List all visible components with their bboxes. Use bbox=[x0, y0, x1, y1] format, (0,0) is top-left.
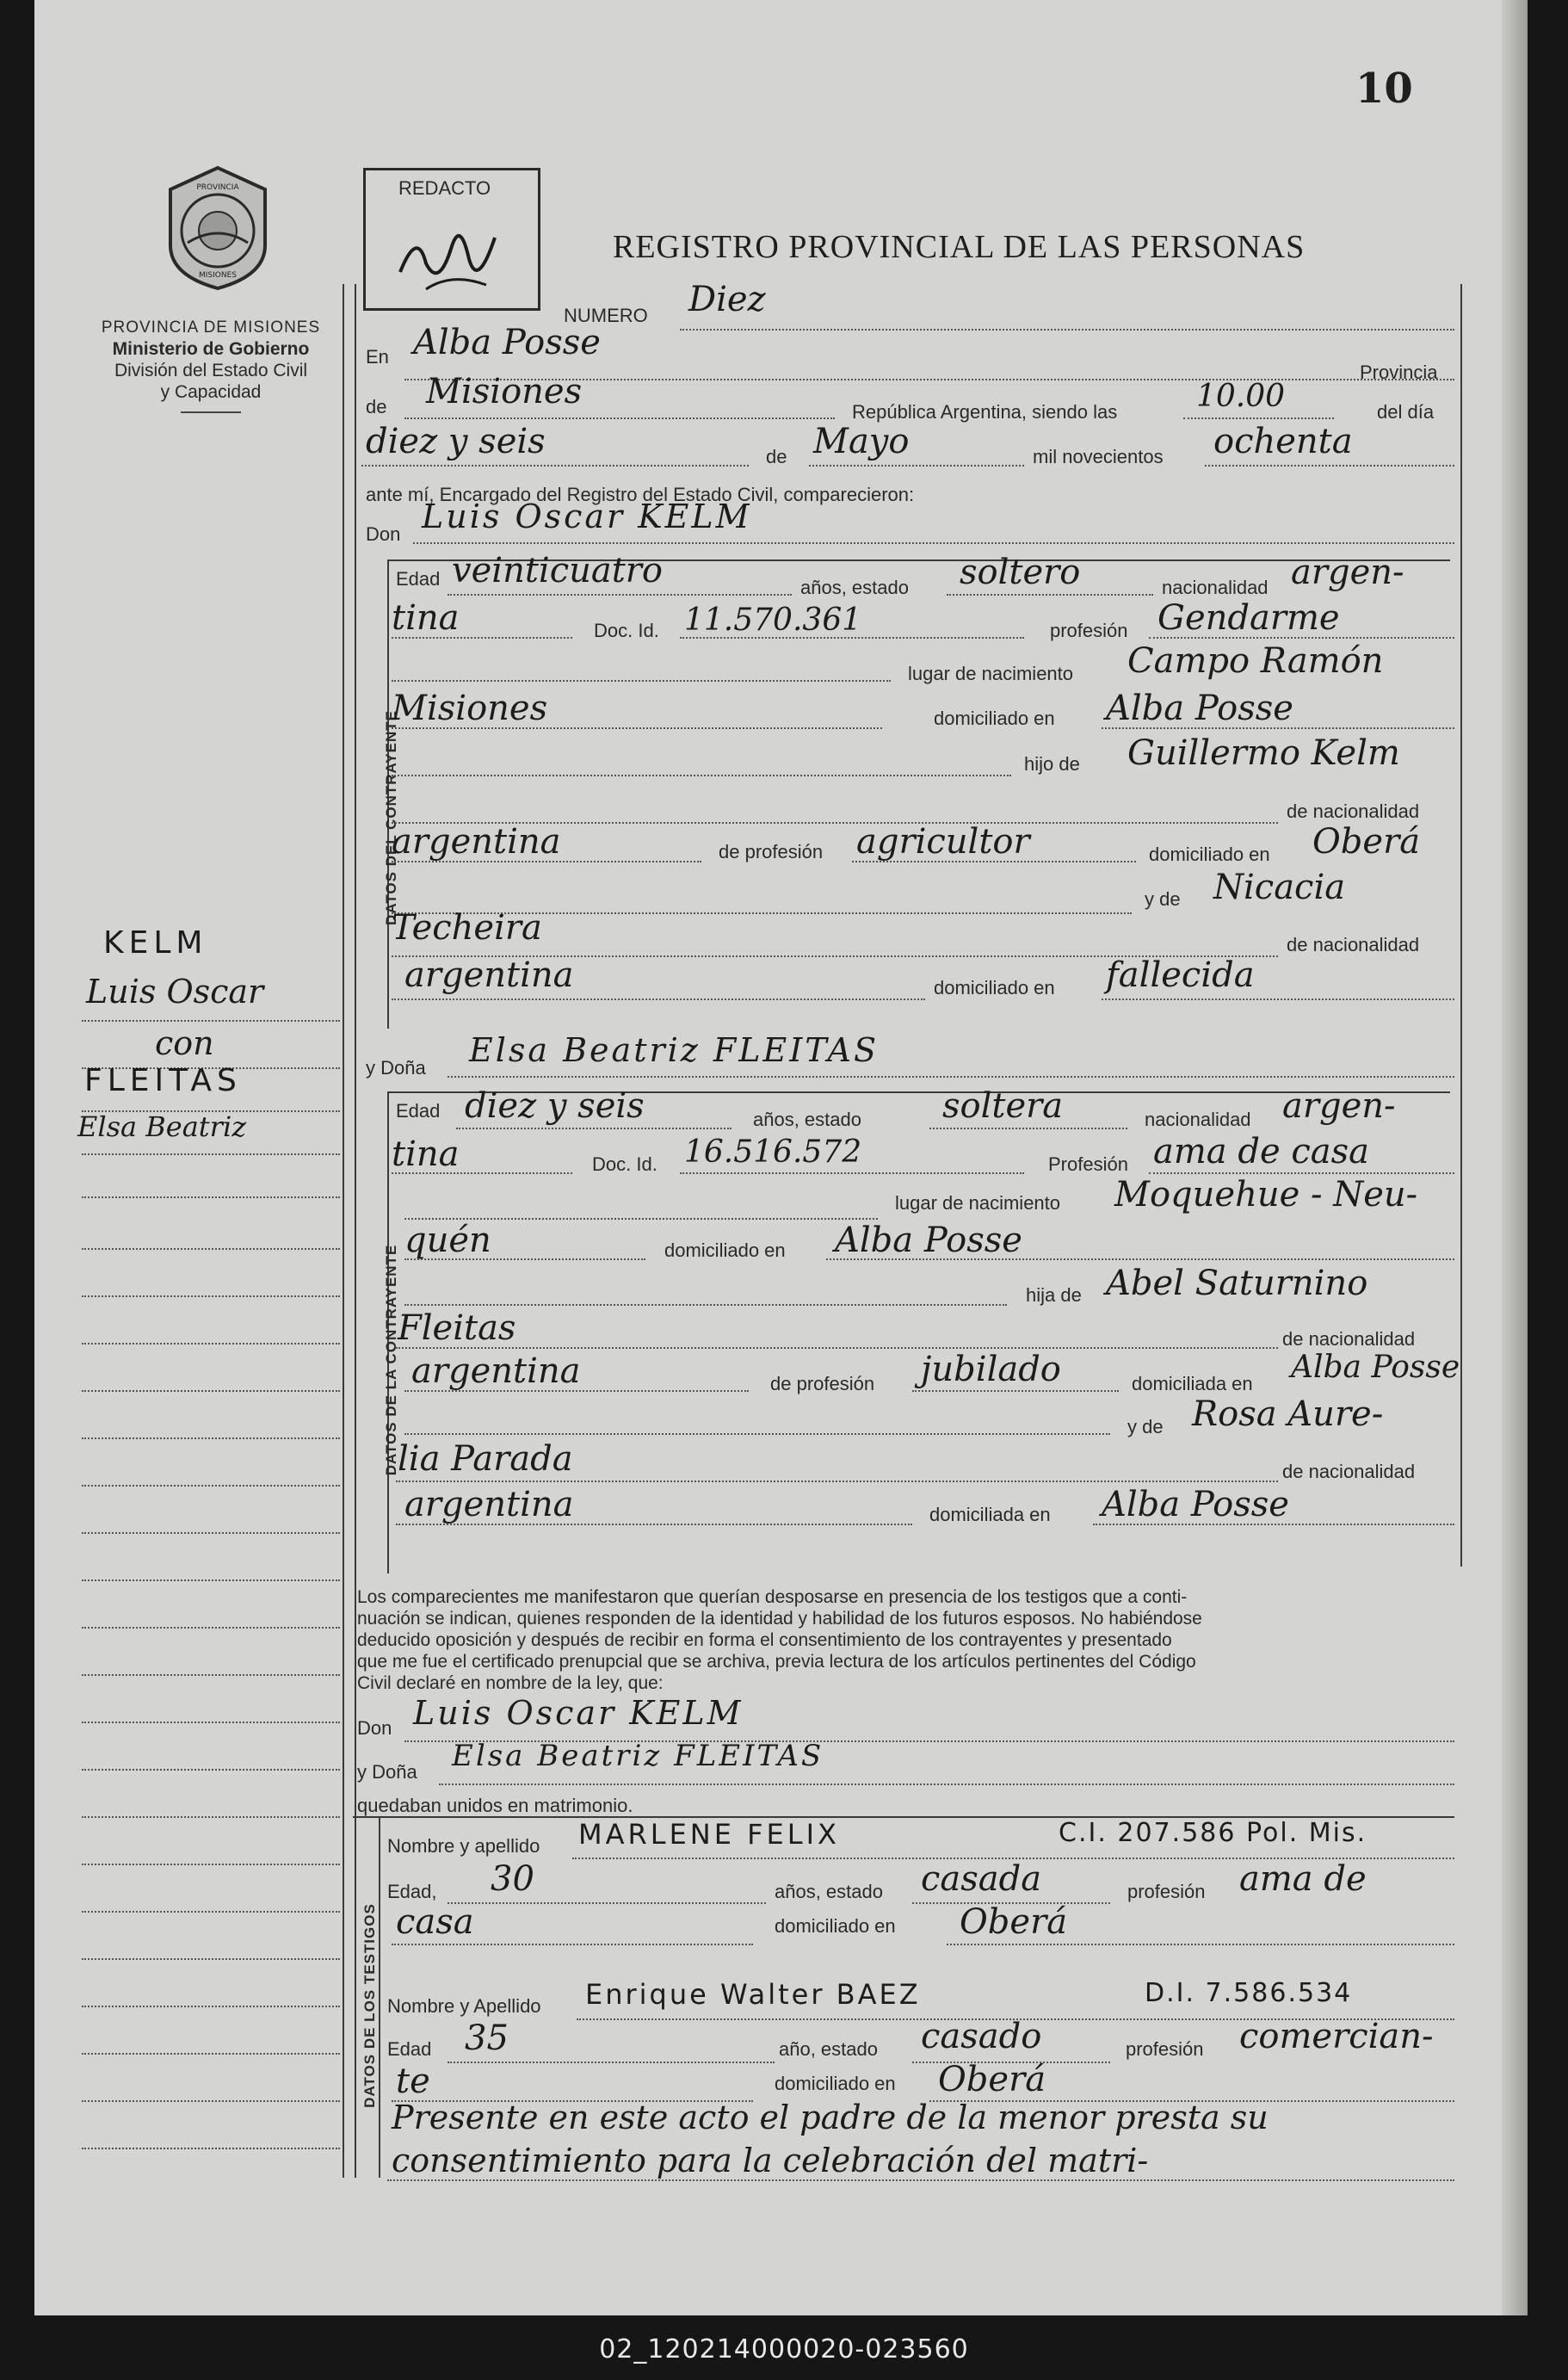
bride-nac-value-b: tina bbox=[392, 1134, 460, 1174]
bride-padre-dom-value: Alba Posse bbox=[1291, 1350, 1460, 1385]
dona2-value: Elsa Beatriz FLEITAS bbox=[452, 1739, 824, 1773]
groom-estado-label: años, estado bbox=[800, 577, 909, 598]
province-label: PROVINCIA DE MISIONES bbox=[101, 318, 321, 337]
witness-section-label: DATOS DE LOS TESTIGOS bbox=[361, 1903, 378, 2108]
groom-nac-value-a: argen- bbox=[1291, 553, 1404, 592]
bride-padre-prof-value: jubilado bbox=[921, 1350, 1061, 1389]
groom-nac-value-b: tina bbox=[392, 598, 460, 638]
witness1-profesion-value-b: casa bbox=[396, 1902, 474, 1942]
bride-madre-value-a: Rosa Aure- bbox=[1192, 1394, 1384, 1434]
margin-surname-groom: KELM bbox=[103, 925, 208, 961]
bride-padre-value-a: Abel Saturnino bbox=[1106, 1264, 1368, 1303]
en-value: Alba Posse bbox=[413, 323, 601, 362]
bride-lugar-label: lugar de nacimiento bbox=[895, 1192, 1061, 1214]
groom-padre-value: Guillermo Kelm bbox=[1127, 733, 1400, 773]
mil-label: mil novecientos bbox=[1033, 446, 1164, 467]
provincial-seal-icon bbox=[162, 164, 274, 293]
margin-names-bride: Elsa Beatriz bbox=[77, 1110, 247, 1143]
capacity-label: y Capacidad bbox=[160, 382, 262, 402]
bride-domicilio-label: domiciliado en bbox=[664, 1239, 786, 1261]
consent-note-line-1: Presente en este acto el padre de la menor presta su bbox=[392, 2099, 1269, 2136]
groom-madre-value-b: Techeira bbox=[392, 908, 542, 948]
provincia-value: Misiones bbox=[426, 372, 583, 411]
groom-domicilio-value: Alba Posse bbox=[1106, 689, 1293, 728]
witness1-domicilio-value: Oberá bbox=[960, 1902, 1068, 1942]
groom-section-label: DATOS DEL CONTRAYENTE bbox=[383, 710, 399, 925]
witness2-edad-label: Edad bbox=[387, 2038, 432, 2060]
witness2-domicilio-label: domiciliado en bbox=[775, 2073, 896, 2094]
bride-madre-nac-label: de nacionalidad bbox=[1282, 1461, 1416, 1482]
redacto-stamp bbox=[363, 168, 540, 311]
groom-padre-dom-label: domiciliado en bbox=[1149, 844, 1270, 865]
bride-padre-dom-label: domiciliada en bbox=[1132, 1373, 1253, 1394]
dia-value: diez y seis bbox=[366, 422, 546, 461]
mes-value: Mayo bbox=[813, 422, 910, 461]
witness2-profesion-value-a: comercian- bbox=[1239, 2017, 1434, 2056]
margin-surname-bride: FLEITAS bbox=[84, 1063, 242, 1098]
dona2-label: y Doña bbox=[357, 1761, 417, 1783]
bride-y-de-label: y de bbox=[1127, 1416, 1164, 1437]
bride-hija-label: hija de bbox=[1026, 1284, 1082, 1306]
bride-madre-dom-label: domiciliada en bbox=[929, 1504, 1051, 1525]
ministry-label: Ministerio de Gobierno bbox=[112, 339, 310, 359]
bride-nac-value-a: argen- bbox=[1282, 1086, 1396, 1126]
groom-padre-nac-value: argentina bbox=[392, 822, 561, 862]
don-label: Don bbox=[366, 523, 401, 545]
groom-madre-dom-value: fallecida bbox=[1106, 955, 1255, 995]
bride-madre-nac-value: argentina bbox=[404, 1485, 574, 1524]
witness2-domicilio-value: Oberá bbox=[938, 2060, 1046, 2099]
groom-nac-label: nacionalidad bbox=[1162, 577, 1269, 598]
witness1-estado-label: años, estado bbox=[775, 1881, 883, 1902]
quedaban-label: quedaban unidos en matrimonio. bbox=[357, 1795, 633, 1816]
page-number: 10 bbox=[1355, 65, 1413, 113]
bride-edad-label: Edad bbox=[396, 1100, 441, 1122]
del-dia-label: del día bbox=[1377, 401, 1435, 423]
provincia-label: Provincia bbox=[1360, 362, 1438, 383]
bride-doc-label: Doc. Id. bbox=[592, 1153, 657, 1175]
margin-con: con bbox=[155, 1024, 214, 1062]
footer-file-id: 02_120214000020-023560 bbox=[599, 2334, 969, 2365]
bride-domicilio-value: Alba Posse bbox=[835, 1221, 1022, 1260]
groom-padre-dom-value: Oberá bbox=[1312, 822, 1421, 862]
groom-lugar-value-b: Misiones bbox=[392, 689, 548, 728]
bride-nac-label: nacionalidad bbox=[1145, 1109, 1251, 1130]
seal-bottom-text: MISIONES bbox=[198, 271, 238, 280]
bride-profesion-value: ama de casa bbox=[1153, 1132, 1369, 1171]
groom-profesion-label: profesión bbox=[1050, 620, 1128, 641]
witness1-doc-value: C.I. 207.586 Pol. Mis. bbox=[1059, 1818, 1367, 1848]
groom-lugar-value-a: Campo Ramón bbox=[1127, 641, 1384, 681]
declaration-line-3: deducido oposición y después de recibir en forma el consentimiento de los contrayentes y presentado bbox=[357, 1630, 1172, 1650]
witness2-doc-value: D.I. 7.586.534 bbox=[1145, 1978, 1353, 2008]
groom-padre-prof-value: agricultor bbox=[856, 822, 1030, 862]
groom-profesion-value: Gendarme bbox=[1157, 598, 1340, 638]
groom-madre-dom-label: domiciliado en bbox=[934, 977, 1055, 998]
groom-madre-nac-value: argentina bbox=[404, 955, 574, 995]
witness-block-rule bbox=[379, 1816, 380, 2178]
bride-profesion-label: Profesión bbox=[1048, 1153, 1128, 1175]
groom-doc-value: 11.570.361 bbox=[684, 603, 862, 638]
don2-label: Don bbox=[357, 1717, 392, 1739]
witness2-name-value: Enrique Walter BAEZ bbox=[585, 1978, 921, 2011]
issuing-authority bbox=[77, 317, 344, 413]
witness2-profesion-label: profesión bbox=[1126, 2038, 1204, 2060]
declaration-line-1: Los comparecientes me manifestaron que querían desposarse en presencia de los testigos que a conti- bbox=[357, 1587, 1188, 1607]
witness1-domicilio-label: domiciliado en bbox=[775, 1915, 896, 1937]
de-mes-label: de bbox=[766, 446, 787, 467]
witness1-profesion-value-a: ama de bbox=[1239, 1859, 1367, 1899]
bride-lugar-value-b: quén bbox=[404, 1221, 491, 1260]
divider bbox=[181, 411, 241, 413]
bride-padre-value-b: Fleitas bbox=[398, 1308, 516, 1348]
groom-domicilio-label: domiciliado en bbox=[934, 708, 1055, 729]
witness2-estado-value: casado bbox=[921, 2017, 1042, 2056]
form-right-rule bbox=[1460, 284, 1462, 1567]
bride-estado-label: años, estado bbox=[753, 1109, 861, 1130]
bride-padre-nac-value: argentina bbox=[411, 1351, 581, 1391]
witness1-profesion-label: profesión bbox=[1127, 1881, 1206, 1902]
consent-note-line-2: consentimiento para la celebración del matri- bbox=[392, 2142, 1149, 2179]
bride-padre-prof-label: de profesión bbox=[770, 1373, 875, 1394]
bride-madre-dom-value: Alba Posse bbox=[1102, 1485, 1289, 1524]
division-label: División del Estado Civil bbox=[114, 361, 308, 380]
declaration-line-4: que me fue el certificado prenupcial que se archiva, previa lectura de los artículos pertinentes del Código bbox=[357, 1652, 1196, 1672]
numero-label: NUMERO bbox=[564, 305, 648, 326]
witness1-name-value: MARLENE FELIX bbox=[578, 1818, 840, 1851]
margin-names-groom: Luis Oscar bbox=[86, 973, 264, 1011]
bride-edad-value: diez y seis bbox=[465, 1086, 645, 1126]
bride-madre-value-b: lia Parada bbox=[398, 1439, 573, 1479]
dona-value: Elsa Beatriz FLEITAS bbox=[469, 1031, 879, 1069]
declaration-line-5: Civil declaré en nombre de la ley, que: bbox=[357, 1673, 664, 1693]
republica-label: República Argentina, siendo las bbox=[852, 401, 1118, 423]
witness2-edad-value: 35 bbox=[465, 2018, 509, 2058]
witness2-name-label: Nombre y Apellido bbox=[387, 1995, 541, 2017]
bride-section-label: DATOS DE LA CONTRAYENTE bbox=[383, 1244, 399, 1476]
bride-padre-nac-label: de nacionalidad bbox=[1282, 1328, 1416, 1350]
anio-value: ochenta bbox=[1213, 422, 1353, 461]
form-left-rule bbox=[355, 284, 356, 2178]
bride-estado-value: soltera bbox=[942, 1086, 1064, 1126]
witness2-profesion-value-b: te bbox=[396, 2062, 430, 2101]
declaration-line-2: nuación se indican, quienes responden de la identidad y habilidad de los futuros esposos. No habiéndose bbox=[357, 1609, 1202, 1629]
groom-y-de-label: y de bbox=[1145, 888, 1181, 910]
groom-doc-label: Doc. Id. bbox=[594, 620, 659, 641]
hora-value: 10.00 bbox=[1196, 379, 1286, 414]
registry-title: REGISTRO PROVINCIAL DE LAS PERSONAS bbox=[613, 229, 1306, 265]
groom-madre-value-a: Nicacia bbox=[1213, 868, 1346, 907]
groom-edad-value: veinticuatro bbox=[452, 551, 663, 590]
don2-value: Luis Oscar KELM bbox=[413, 1694, 744, 1732]
witness1-edad-value: 30 bbox=[491, 1859, 534, 1899]
ante-label: ante mí, Encargado del Registro del Estado Civil, comparecieron: bbox=[366, 484, 915, 505]
page-edge bbox=[1502, 0, 1528, 2315]
numero-value: Diez bbox=[688, 280, 766, 319]
witness1-edad-label: Edad, bbox=[387, 1881, 437, 1902]
en-label: En bbox=[366, 346, 389, 368]
margin-rule bbox=[343, 284, 344, 2178]
groom-lugar-label: lugar de nacimiento bbox=[908, 663, 1074, 684]
seal-top-text: PROVINCIA bbox=[196, 183, 239, 192]
groom-padre-nac-label: de nacionalidad bbox=[1287, 801, 1420, 822]
groom-madre-nac-label: de nacionalidad bbox=[1287, 934, 1420, 955]
groom-estado-value: soltero bbox=[960, 553, 1081, 592]
groom-edad-label: Edad bbox=[396, 568, 441, 590]
declaration-paragraph bbox=[357, 1586, 1202, 1694]
bride-doc-value: 16.516.572 bbox=[684, 1134, 862, 1170]
stamp-label: REDACTO bbox=[398, 177, 491, 199]
groom-hijo-label: hijo de bbox=[1024, 753, 1080, 775]
witness2-estado-label: año, estado bbox=[779, 2038, 878, 2060]
groom-padre-prof-label: de profesión bbox=[719, 841, 824, 862]
bride-lugar-value-a: Moquehue - Neu- bbox=[1114, 1175, 1418, 1215]
don-value: Luis Oscar KELM bbox=[422, 498, 752, 535]
witness1-name-label: Nombre y apellido bbox=[387, 1835, 540, 1857]
witness1-estado-value: casada bbox=[921, 1859, 1042, 1899]
de-label: de bbox=[366, 396, 387, 417]
stamp-initials-icon bbox=[392, 212, 512, 298]
dona-label: y Doña bbox=[366, 1057, 426, 1079]
